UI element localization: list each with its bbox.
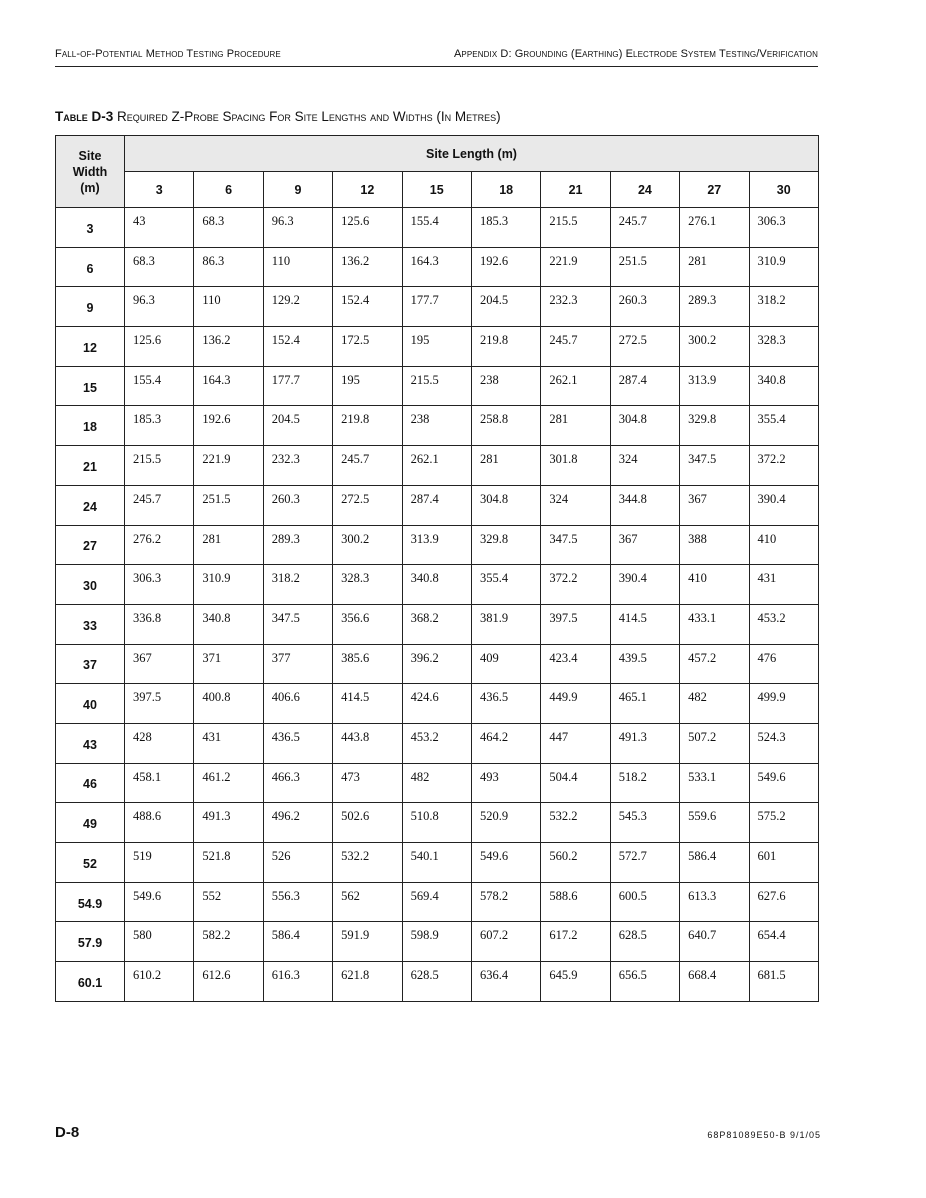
table-cell: 423.4 bbox=[541, 644, 610, 684]
table-row bbox=[56, 723, 819, 763]
table-row bbox=[56, 406, 819, 446]
table-cell: 549.6 bbox=[125, 882, 194, 922]
row-header-width: 9 bbox=[56, 287, 125, 327]
table-cell: 580 bbox=[125, 922, 194, 962]
table-cell: 520.9 bbox=[471, 803, 540, 843]
table-cell: 518.2 bbox=[610, 763, 679, 803]
table-caption bbox=[55, 109, 501, 124]
table-cell: 301.8 bbox=[541, 446, 610, 486]
table-cell: 192.6 bbox=[194, 406, 263, 446]
table-caption-label: Table D-3 bbox=[55, 109, 114, 124]
table-cell: 586.4 bbox=[680, 843, 749, 883]
table-cell: 287.4 bbox=[610, 366, 679, 406]
table-cell: 347.5 bbox=[263, 604, 332, 644]
table-cell: 636.4 bbox=[471, 962, 540, 1002]
table-cell: 436.5 bbox=[471, 684, 540, 724]
table-cell: 204.5 bbox=[471, 287, 540, 327]
table-cell: 613.3 bbox=[680, 882, 749, 922]
table-cell: 195 bbox=[402, 327, 471, 367]
table-cell: 559.6 bbox=[680, 803, 749, 843]
table-cell: 281 bbox=[541, 406, 610, 446]
table-cell: 465.1 bbox=[610, 684, 679, 724]
table-row bbox=[56, 565, 819, 605]
table-cell: 281 bbox=[680, 247, 749, 287]
table-cell: 219.8 bbox=[333, 406, 402, 446]
table-cell: 532.2 bbox=[541, 803, 610, 843]
row-header-width: 43 bbox=[56, 723, 125, 763]
table-cell: 540.1 bbox=[402, 843, 471, 883]
column-header-length: 15 bbox=[402, 172, 471, 208]
table-cell: 204.5 bbox=[263, 406, 332, 446]
table-cell: 556.3 bbox=[263, 882, 332, 922]
table-cell: 549.6 bbox=[749, 763, 818, 803]
table-cell: 598.9 bbox=[402, 922, 471, 962]
table-cell: 355.4 bbox=[749, 406, 818, 446]
site-length-column-headers bbox=[56, 172, 819, 208]
table-cell: 289.3 bbox=[263, 525, 332, 565]
row-header-width: 18 bbox=[56, 406, 125, 446]
table-cell: 43 bbox=[125, 208, 194, 248]
table-cell: 262.1 bbox=[541, 366, 610, 406]
table-cell: 591.9 bbox=[333, 922, 402, 962]
table-cell: 310.9 bbox=[749, 247, 818, 287]
row-header-width: 21 bbox=[56, 446, 125, 486]
row-header-width: 52 bbox=[56, 843, 125, 883]
row-header-width: 15 bbox=[56, 366, 125, 406]
table-cell: 443.8 bbox=[333, 723, 402, 763]
site-length-group-header: Site Length (m) bbox=[125, 136, 819, 172]
table-cell: 136.2 bbox=[333, 247, 402, 287]
table-cell: 428 bbox=[125, 723, 194, 763]
table-cell: 276.2 bbox=[125, 525, 194, 565]
table-cell: 431 bbox=[749, 565, 818, 605]
row-header-width: 3 bbox=[56, 208, 125, 248]
table-cell: 617.2 bbox=[541, 922, 610, 962]
table-cell: 125.6 bbox=[333, 208, 402, 248]
table-row bbox=[56, 803, 819, 843]
table-cell: 453.2 bbox=[402, 723, 471, 763]
row-header-width: 37 bbox=[56, 644, 125, 684]
table-cell: 496.2 bbox=[263, 803, 332, 843]
table-cell: 560.2 bbox=[541, 843, 610, 883]
table-cell: 300.2 bbox=[680, 327, 749, 367]
row-header-width: 54.9 bbox=[56, 882, 125, 922]
table-cell: 318.2 bbox=[263, 565, 332, 605]
table-cell: 340.8 bbox=[194, 604, 263, 644]
table-cell: 287.4 bbox=[402, 485, 471, 525]
table-cell: 251.5 bbox=[610, 247, 679, 287]
table-cell: 367 bbox=[610, 525, 679, 565]
table-row bbox=[56, 287, 819, 327]
table-cell: 96.3 bbox=[125, 287, 194, 327]
table-cell: 390.4 bbox=[749, 485, 818, 525]
table-cell: 125.6 bbox=[125, 327, 194, 367]
table-cell: 381.9 bbox=[471, 604, 540, 644]
table-cell: 464.2 bbox=[471, 723, 540, 763]
table-cell: 155.4 bbox=[125, 366, 194, 406]
table-cell: 569.4 bbox=[402, 882, 471, 922]
site-width-header-line: (m) bbox=[80, 180, 100, 195]
table-cell: 192.6 bbox=[471, 247, 540, 287]
row-header-width: 24 bbox=[56, 485, 125, 525]
table-row bbox=[56, 922, 819, 962]
table-cell: 588.6 bbox=[541, 882, 610, 922]
table-cell: 453.2 bbox=[749, 604, 818, 644]
row-header-width: 6 bbox=[56, 247, 125, 287]
table-cell: 410 bbox=[680, 565, 749, 605]
table-row bbox=[56, 962, 819, 1002]
table-cell: 390.4 bbox=[610, 565, 679, 605]
table-body bbox=[56, 208, 819, 1002]
table-cell: 526 bbox=[263, 843, 332, 883]
page-number: D-8 bbox=[55, 1124, 80, 1141]
table-cell: 562 bbox=[333, 882, 402, 922]
table-cell: 340.8 bbox=[402, 565, 471, 605]
column-header-length: 24 bbox=[610, 172, 679, 208]
table-cell: 260.3 bbox=[610, 287, 679, 327]
table-cell: 177.7 bbox=[402, 287, 471, 327]
header-chapter-title: Fall-of-Potential Method Testing Procedure bbox=[55, 48, 281, 60]
table-cell: 433.1 bbox=[680, 604, 749, 644]
table-cell: 461.2 bbox=[194, 763, 263, 803]
table-cell: 336.8 bbox=[125, 604, 194, 644]
table-cell: 110 bbox=[194, 287, 263, 327]
table-cell: 355.4 bbox=[471, 565, 540, 605]
table-cell: 447 bbox=[541, 723, 610, 763]
table-cell: 510.8 bbox=[402, 803, 471, 843]
table-cell: 281 bbox=[471, 446, 540, 486]
table-cell: 221.9 bbox=[541, 247, 610, 287]
table-cell: 289.3 bbox=[680, 287, 749, 327]
table-cell: 521.8 bbox=[194, 843, 263, 883]
table-cell: 367 bbox=[680, 485, 749, 525]
table-cell: 195 bbox=[333, 366, 402, 406]
table-row bbox=[56, 525, 819, 565]
table-cell: 328.3 bbox=[333, 565, 402, 605]
table-cell: 251.5 bbox=[194, 485, 263, 525]
table-cell: 164.3 bbox=[194, 366, 263, 406]
column-header-length: 21 bbox=[541, 172, 610, 208]
table-cell: 499.9 bbox=[749, 684, 818, 724]
table-cell: 172.5 bbox=[333, 327, 402, 367]
table-cell: 601 bbox=[749, 843, 818, 883]
table-row bbox=[56, 446, 819, 486]
table-cell: 372.2 bbox=[749, 446, 818, 486]
table-cell: 491.3 bbox=[610, 723, 679, 763]
table-row bbox=[56, 604, 819, 644]
table-cell: 340.8 bbox=[749, 366, 818, 406]
table-cell: 110 bbox=[263, 247, 332, 287]
table-cell: 621.8 bbox=[333, 962, 402, 1002]
table-caption-text: Required Z-Probe Spacing For Site Lengths and Widths (In Metres) bbox=[117, 109, 501, 124]
table-cell: 232.3 bbox=[541, 287, 610, 327]
table-cell: 324 bbox=[541, 485, 610, 525]
table-cell: 129.2 bbox=[263, 287, 332, 327]
row-header-width: 12 bbox=[56, 327, 125, 367]
table-cell: 396.2 bbox=[402, 644, 471, 684]
table-cell: 219.8 bbox=[471, 327, 540, 367]
table-cell: 304.8 bbox=[471, 485, 540, 525]
row-header-width: 57.9 bbox=[56, 922, 125, 962]
table-cell: 645.9 bbox=[541, 962, 610, 1002]
table-cell: 324 bbox=[610, 446, 679, 486]
table-cell: 519 bbox=[125, 843, 194, 883]
table-cell: 371 bbox=[194, 644, 263, 684]
table-cell: 329.8 bbox=[471, 525, 540, 565]
table-cell: 656.5 bbox=[610, 962, 679, 1002]
table-row bbox=[56, 882, 819, 922]
table-cell: 482 bbox=[680, 684, 749, 724]
table-cell: 238 bbox=[402, 406, 471, 446]
table-cell: 306.3 bbox=[125, 565, 194, 605]
table-cell: 449.9 bbox=[541, 684, 610, 724]
table-cell: 136.2 bbox=[194, 327, 263, 367]
table-cell: 424.6 bbox=[402, 684, 471, 724]
table-cell: 414.5 bbox=[333, 684, 402, 724]
table-cell: 329.8 bbox=[680, 406, 749, 446]
row-header-width: 60.1 bbox=[56, 962, 125, 1002]
table-cell: 96.3 bbox=[263, 208, 332, 248]
table-cell: 68.3 bbox=[125, 247, 194, 287]
table-cell: 681.5 bbox=[749, 962, 818, 1002]
table-cell: 372.2 bbox=[541, 565, 610, 605]
table-cell: 532.2 bbox=[333, 843, 402, 883]
table-cell: 476 bbox=[749, 644, 818, 684]
table-row bbox=[56, 485, 819, 525]
table-row bbox=[56, 644, 819, 684]
row-header-width: 46 bbox=[56, 763, 125, 803]
table-cell: 491.3 bbox=[194, 803, 263, 843]
table-cell: 313.9 bbox=[402, 525, 471, 565]
table-cell: 473 bbox=[333, 763, 402, 803]
table-cell: 414.5 bbox=[610, 604, 679, 644]
table-cell: 313.9 bbox=[680, 366, 749, 406]
table-cell: 612.6 bbox=[194, 962, 263, 1002]
table-cell: 616.3 bbox=[263, 962, 332, 1002]
table-cell: 272.5 bbox=[333, 485, 402, 525]
table-cell: 628.5 bbox=[610, 922, 679, 962]
table-cell: 524.3 bbox=[749, 723, 818, 763]
table-cell: 245.7 bbox=[333, 446, 402, 486]
table-cell: 507.2 bbox=[680, 723, 749, 763]
table-cell: 272.5 bbox=[610, 327, 679, 367]
table-cell: 164.3 bbox=[402, 247, 471, 287]
table-row bbox=[56, 763, 819, 803]
table-cell: 533.1 bbox=[680, 763, 749, 803]
table-cell: 552 bbox=[194, 882, 263, 922]
column-header-length: 12 bbox=[333, 172, 402, 208]
table-cell: 245.7 bbox=[125, 485, 194, 525]
table-cell: 385.6 bbox=[333, 644, 402, 684]
table-cell: 328.3 bbox=[749, 327, 818, 367]
table-cell: 86.3 bbox=[194, 247, 263, 287]
table-cell: 549.6 bbox=[471, 843, 540, 883]
table-cell: 466.3 bbox=[263, 763, 332, 803]
table-cell: 232.3 bbox=[263, 446, 332, 486]
column-header-length: 18 bbox=[471, 172, 540, 208]
table-cell: 367 bbox=[125, 644, 194, 684]
column-header-length: 30 bbox=[749, 172, 818, 208]
table-cell: 410 bbox=[749, 525, 818, 565]
table-cell: 397.5 bbox=[541, 604, 610, 644]
table-cell: 586.4 bbox=[263, 922, 332, 962]
table-row bbox=[56, 247, 819, 287]
table-cell: 627.6 bbox=[749, 882, 818, 922]
table-cell: 628.5 bbox=[402, 962, 471, 1002]
table-cell: 281 bbox=[194, 525, 263, 565]
table-cell: 258.8 bbox=[471, 406, 540, 446]
table-cell: 215.5 bbox=[125, 446, 194, 486]
table-cell: 300.2 bbox=[333, 525, 402, 565]
table-cell: 304.8 bbox=[610, 406, 679, 446]
table-cell: 347.5 bbox=[680, 446, 749, 486]
table-cell: 318.2 bbox=[749, 287, 818, 327]
table-cell: 504.4 bbox=[541, 763, 610, 803]
table-row bbox=[56, 843, 819, 883]
table-cell: 575.2 bbox=[749, 803, 818, 843]
table-cell: 152.4 bbox=[263, 327, 332, 367]
table-cell: 276.1 bbox=[680, 208, 749, 248]
table-cell: 572.7 bbox=[610, 843, 679, 883]
table-cell: 245.7 bbox=[541, 327, 610, 367]
table-cell: 436.5 bbox=[263, 723, 332, 763]
site-width-header bbox=[56, 136, 125, 208]
table-row bbox=[56, 366, 819, 406]
table-cell: 68.3 bbox=[194, 208, 263, 248]
running-header bbox=[55, 48, 818, 67]
site-width-header-line: Site bbox=[78, 148, 102, 163]
table-cell: 177.7 bbox=[263, 366, 332, 406]
table-cell: 310.9 bbox=[194, 565, 263, 605]
column-header-length: 3 bbox=[125, 172, 194, 208]
table-cell: 607.2 bbox=[471, 922, 540, 962]
table-cell: 409 bbox=[471, 644, 540, 684]
table-cell: 238 bbox=[471, 366, 540, 406]
table-cell: 431 bbox=[194, 723, 263, 763]
table-cell: 502.6 bbox=[333, 803, 402, 843]
table-cell: 388 bbox=[680, 525, 749, 565]
table-cell: 668.4 bbox=[680, 962, 749, 1002]
table-cell: 155.4 bbox=[402, 208, 471, 248]
header-appendix-title: Appendix D: Grounding (Earthing) Electrode System Testing/Verification bbox=[454, 48, 818, 60]
row-header-width: 30 bbox=[56, 565, 125, 605]
row-header-width: 33 bbox=[56, 604, 125, 644]
table-cell: 215.5 bbox=[541, 208, 610, 248]
column-header-length: 9 bbox=[263, 172, 332, 208]
table-cell: 488.6 bbox=[125, 803, 194, 843]
table-cell: 610.2 bbox=[125, 962, 194, 1002]
row-header-width: 27 bbox=[56, 525, 125, 565]
table-cell: 245.7 bbox=[610, 208, 679, 248]
table-cell: 344.8 bbox=[610, 485, 679, 525]
table-cell: 582.2 bbox=[194, 922, 263, 962]
table-cell: 356.6 bbox=[333, 604, 402, 644]
table-cell: 306.3 bbox=[749, 208, 818, 248]
table-cell: 152.4 bbox=[333, 287, 402, 327]
table-cell: 406.6 bbox=[263, 684, 332, 724]
document-id: 68P81089E50-B 9/1/05 bbox=[707, 1130, 821, 1140]
table-cell: 482 bbox=[402, 763, 471, 803]
column-header-length: 6 bbox=[194, 172, 263, 208]
table-cell: 640.7 bbox=[680, 922, 749, 962]
column-header-length: 27 bbox=[680, 172, 749, 208]
table-cell: 600.5 bbox=[610, 882, 679, 922]
table-cell: 457.2 bbox=[680, 644, 749, 684]
table-row bbox=[56, 684, 819, 724]
table-cell: 221.9 bbox=[194, 446, 263, 486]
table-row bbox=[56, 208, 819, 248]
table-cell: 185.3 bbox=[471, 208, 540, 248]
table-cell: 215.5 bbox=[402, 366, 471, 406]
table-cell: 185.3 bbox=[125, 406, 194, 446]
site-width-header-line: Width bbox=[72, 164, 108, 179]
row-header-width: 49 bbox=[56, 803, 125, 843]
table-cell: 260.3 bbox=[263, 485, 332, 525]
z-probe-spacing-table bbox=[55, 135, 819, 1002]
table-cell: 493 bbox=[471, 763, 540, 803]
row-header-width: 40 bbox=[56, 684, 125, 724]
table-cell: 439.5 bbox=[610, 644, 679, 684]
table-cell: 458.1 bbox=[125, 763, 194, 803]
table-cell: 377 bbox=[263, 644, 332, 684]
table-cell: 578.2 bbox=[471, 882, 540, 922]
table-cell: 545.3 bbox=[610, 803, 679, 843]
table-row bbox=[56, 327, 819, 367]
table-cell: 368.2 bbox=[402, 604, 471, 644]
table-cell: 654.4 bbox=[749, 922, 818, 962]
table-cell: 400.8 bbox=[194, 684, 263, 724]
table-cell: 397.5 bbox=[125, 684, 194, 724]
table-cell: 262.1 bbox=[402, 446, 471, 486]
table-cell: 347.5 bbox=[541, 525, 610, 565]
